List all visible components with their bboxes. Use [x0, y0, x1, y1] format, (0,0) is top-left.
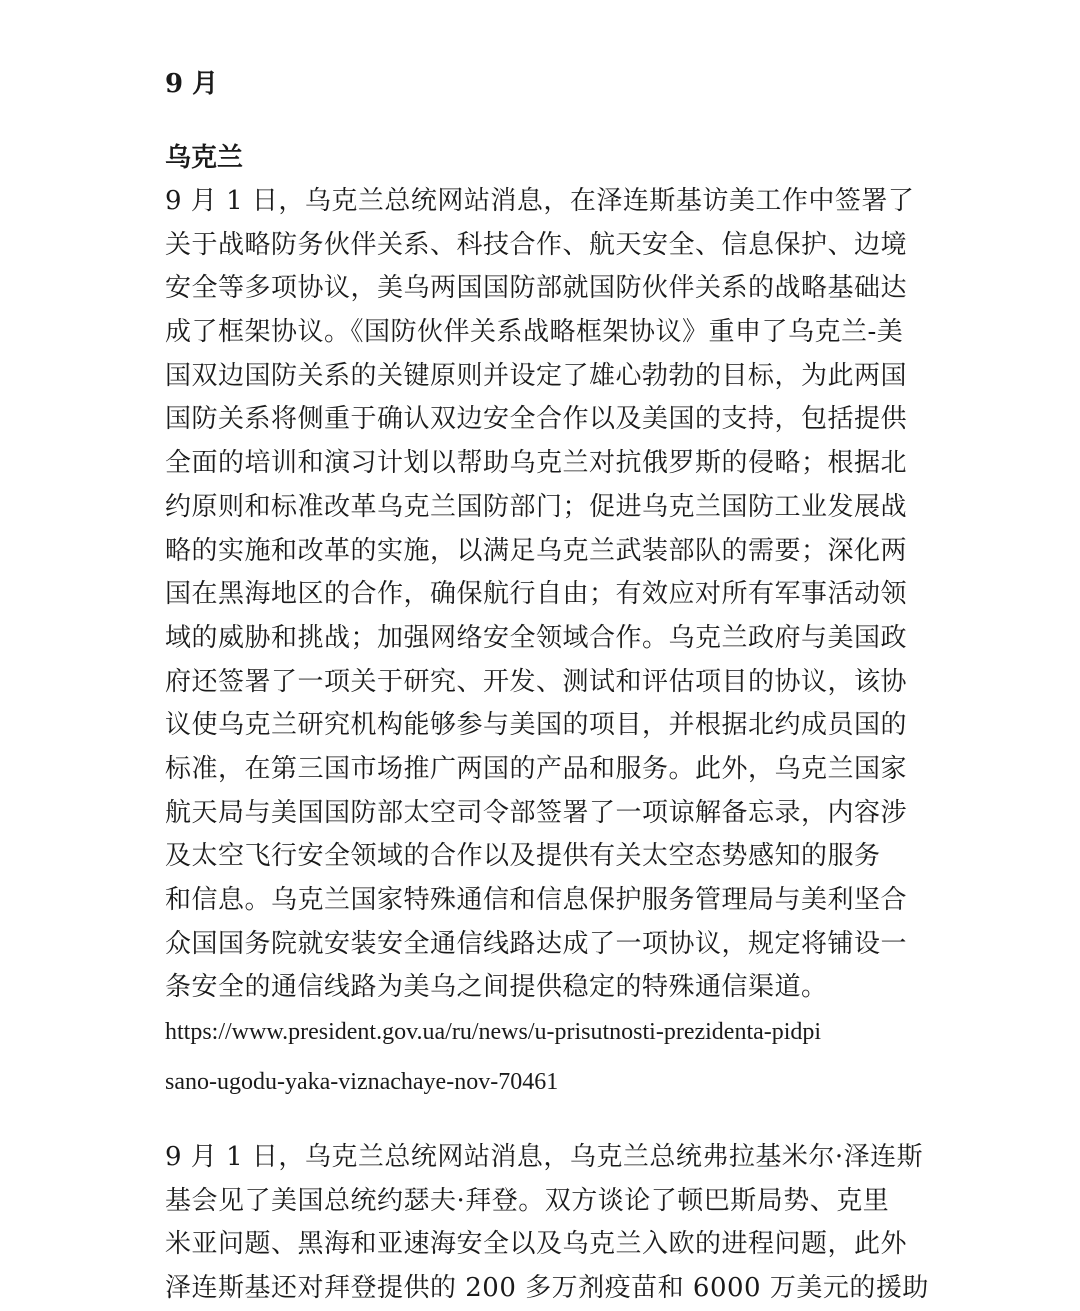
paragraph-line: 府还签署了一项关于研究、开发、测试和评估项目的协议，该协: [165, 666, 908, 697]
paragraph-line: 众国国务院就安装安全通信线路达成了一项协议，规定将铺设一: [165, 928, 908, 959]
paragraph-line: 域的威胁和挑战；加强网络安全领域合作。乌克兰政府与美国政: [165, 622, 908, 653]
source-link[interactable]: [165, 1007, 925, 1107]
paragraph-line: 条安全的通信线路为美乌之间提供稳定的特殊通信渠道。: [165, 972, 828, 1003]
paragraph-line: 及太空飞行安全领域的合作以及提供有关太空态势感知的服务: [165, 841, 881, 872]
section-heading: 乌克兰: [165, 143, 244, 173]
paragraph-line: 全面的培训和演习计划以帮助乌克兰对抗俄罗斯的侵略；根据北: [165, 448, 908, 479]
paragraph-line: 航天局与美国国防部太空司令部签署了一项谅解备忘录，内容涉: [165, 797, 908, 828]
paragraph-line: 米亚问题、黑海和亚速海安全以及乌克兰入欧的进程问题，此外: [165, 1229, 908, 1260]
paragraph-line: 基会见了美国总统约瑟夫·拜登。双方谈论了顿巴斯局势、克里: [165, 1185, 890, 1216]
paragraph-line: 和信息。乌克兰国家特殊通信和信息保护服务管理局与美利坚合: [165, 885, 908, 915]
paragraph-line: 成了框架协议。《国防伙伴关系战略框架协议》重申了乌克兰-美: [165, 317, 904, 348]
paragraph-line: 国双边国防关系的关键原则并设定了雄心勃勃的目标，为此两国: [165, 360, 908, 391]
month-heading: 9 月: [165, 69, 219, 99]
paragraph-line: 国在黑海地区的合作，确保航行自由；有效应对所有军事活动领: [165, 579, 908, 610]
paragraph-line: 略的实施和改革的实施，以满足乌克兰武装部队的需要；深化两: [165, 535, 908, 566]
paragraph-line: 泽连斯基还对拜登提供的 200 多万剂疫苗和 6000 万美元的援助: [165, 1273, 929, 1304]
source-link-line[interactable]: sano-ugodu-yaka-viznachaye-nov-70461: [165, 1069, 559, 1095]
paragraph-1: [165, 180, 925, 1010]
paragraph-line: 议使乌克兰研究机构能够参与美国的项目，并根据北约成员国的: [165, 710, 908, 741]
paragraph-line: 关于战略防务伙伴关系、科技合作、航天安全、信息保护、边境: [165, 229, 908, 260]
paragraph-line: 国防关系将侧重于确认双边安全合作以及美国的支持，包括提供: [165, 404, 908, 435]
paragraph-line: 9 月 1 日，乌克兰总统网站消息，乌克兰总统弗拉基米尔·泽连斯: [165, 1142, 924, 1172]
paragraph-line: 9 月 1 日，乌克兰总统网站消息，在泽连斯基访美工作中签署了: [165, 186, 915, 216]
paragraph-line: 安全等多项协议，美乌两国国防部就国防伙伴关系的战略基础达: [165, 273, 908, 304]
source-link-line[interactable]: https://www.president.gov.ua/ru/news/u-prisutnosti-prezidenta-pidpi: [165, 1019, 822, 1045]
paragraph-line: 标准，在第三国市场推广两国的产品和服务。此外，乌克兰国家: [165, 753, 908, 784]
paragraph-line: 约原则和标准改革乌克兰国防部门；促进乌克兰国防工业发展战: [165, 491, 908, 522]
paragraph-2: [165, 1136, 929, 1311]
